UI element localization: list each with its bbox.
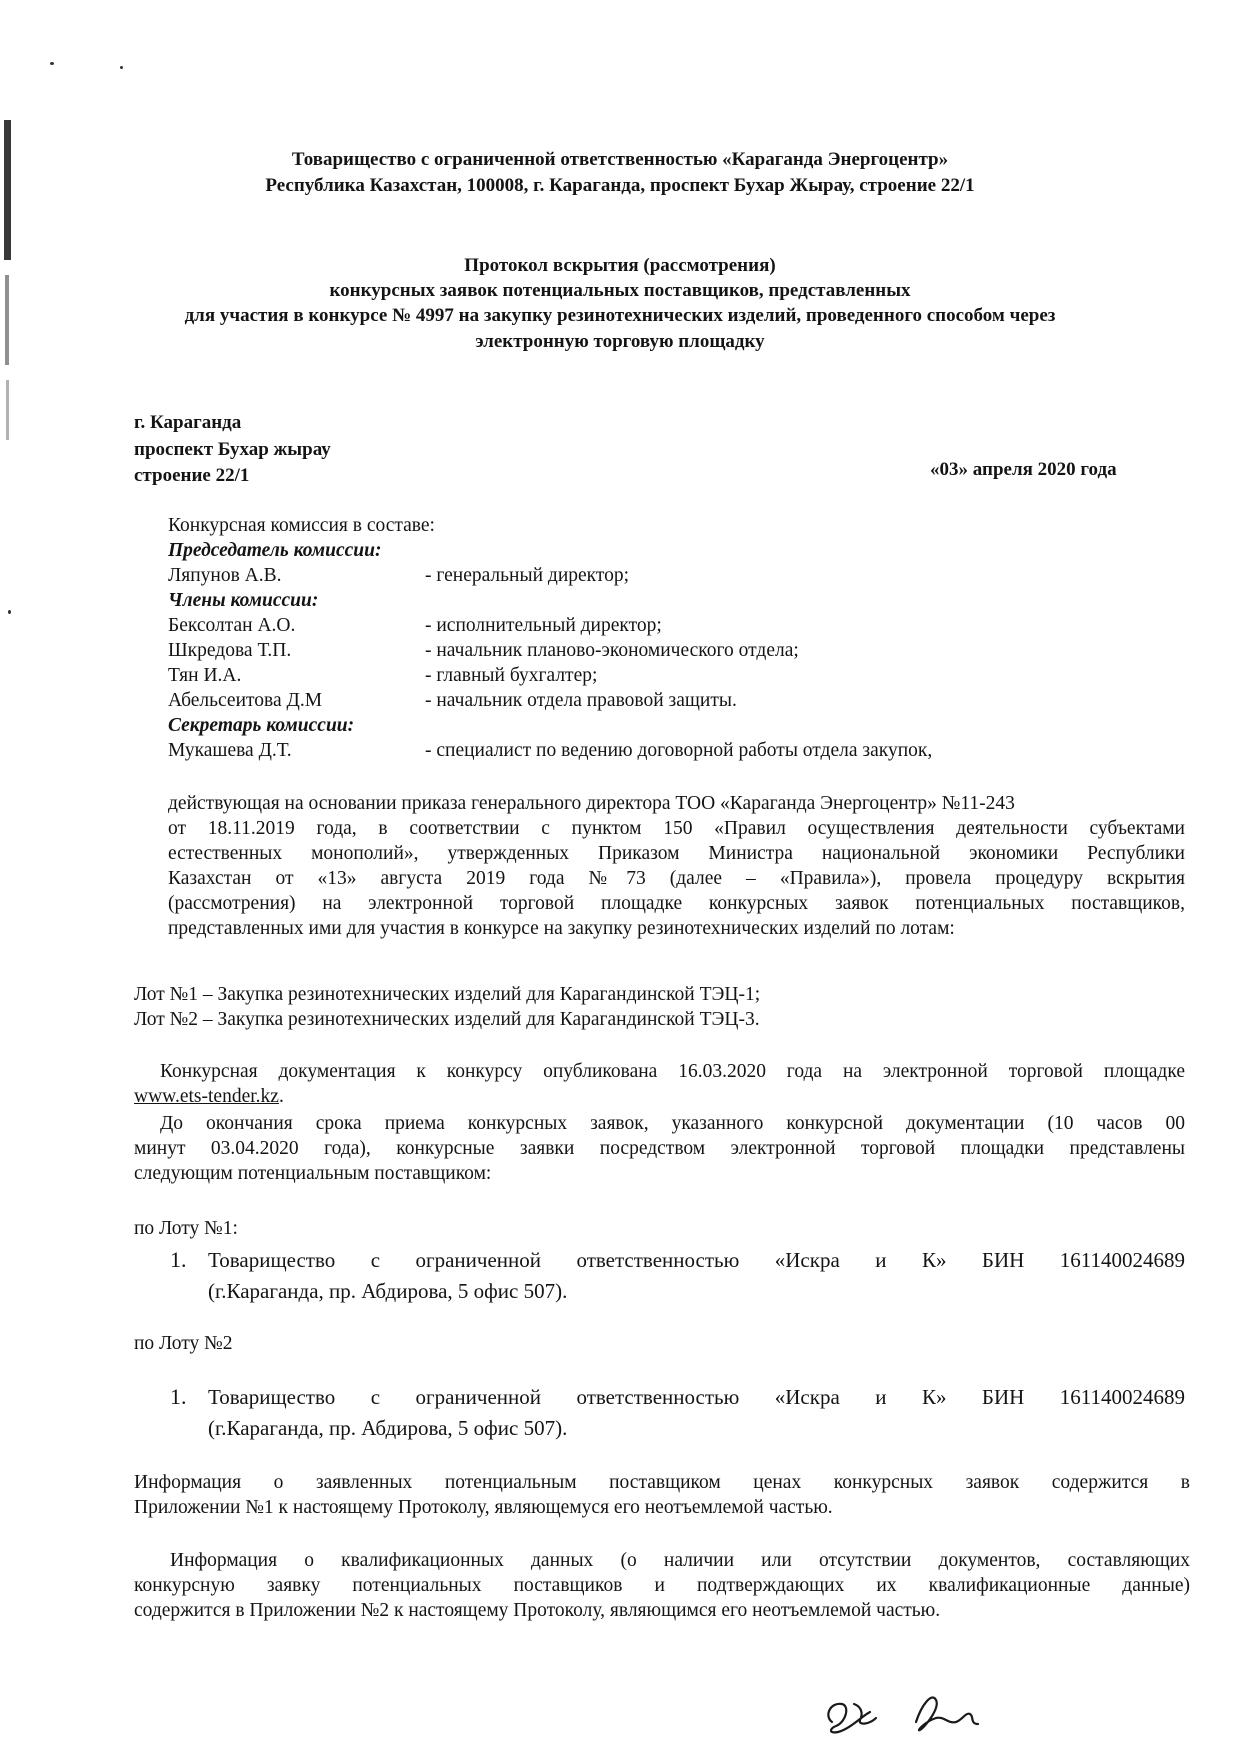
protocol-title-line-1: Протокол вскрытия (рассмотрения) (464, 255, 776, 276)
basis-line: от 18.11.2019 года, в соответствии с пунктом 150 «Правил осуществления деятельности субъектами (168, 818, 1185, 839)
deadline-line: следующим потенциальным поставщиком: (134, 1163, 492, 1184)
basis-line: действующая на основании приказа генерального директора ТОО «Караганда Энергоцентр» №11-243 (168, 793, 1015, 814)
chair-heading: Председатель комиссии: (168, 540, 382, 561)
members-heading: Члены комиссии: (168, 590, 319, 611)
lot1-bidder-address: (г.Караганда, пр. Абдирова, 5 офис 507). (208, 1279, 568, 1303)
protocol-title-line-3: для участия в конкурсе № 4997 на закупку резинотехнических изделий, проведенного способом через (184, 305, 1056, 326)
secretary-name: Мукашева Д.Т. (168, 740, 292, 761)
qualification-line: Информация о квалификационных данных (о наличии или отсутствии документов, составляющих (170, 1550, 1190, 1571)
protocol-date: «03» апреля 2020 года (930, 459, 1117, 480)
lot2-heading: по Лоту №2 (134, 1333, 233, 1354)
member-role: - начальник планово-экономического отдела; (425, 640, 799, 661)
deadline-line: минут 03.04.2020 года), конкурсные заявки посредством электронной торговой площадки представлены (134, 1138, 1185, 1159)
publication-tail: . (278, 1086, 284, 1107)
prices-line: Информация о заявленных потенциальным поставщиком ценах конкурсных заявок содержится в (134, 1472, 1190, 1493)
lot-line: Лот №1 – Закупка резинотехнических изделий для Карагандинской ТЭЦ-1; (134, 984, 761, 1005)
member-name: Шкредова Т.П. (168, 640, 292, 661)
scan-speck (8, 610, 11, 614)
scan-speck (50, 62, 54, 65)
qualification-line: содержится в Приложении №2 к настоящему Протоколу, являющимся его неотъемлемой частью. (134, 1600, 941, 1621)
commission-intro: Конкурсная комиссия в составе: (168, 515, 435, 536)
place-street: проспект Бухар жырау (134, 439, 331, 460)
basis-line: представленных ими для участия в конкурсе на закупку резинотехнических изделий по лотам: (168, 918, 955, 939)
scan-edge-mark (4, 120, 11, 260)
member-name: Бексолтан А.О. (168, 615, 296, 636)
scan-speck (120, 66, 123, 69)
basis-line: (рассмотрения) на электронной торговой площадке конкурсных заявок потенциальных поставщиков, (168, 893, 1185, 914)
lot2-bidder-address: (г.Караганда, пр. Абдирова, 5 офис 507). (208, 1416, 568, 1440)
company-name: Товарищество с ограниченной ответственностью «Караганда Энергоцентр» (291, 149, 949, 170)
scan-edge-mark (5, 275, 9, 365)
place-city: г. Караганда (134, 412, 242, 433)
prices-line: Приложении №1 к настоящему Протоколу, являющемуся его неотъемлемой частью. (134, 1497, 833, 1518)
member-role: - исполнительный директор; (425, 615, 662, 636)
chair-role: - генеральный директор; (425, 565, 630, 586)
place-building: строение 22/1 (134, 465, 250, 486)
lot2-bidder-line: Товарищество с ограниченной ответственностью «Искра и К» БИН 161140024689 (208, 1385, 1185, 1409)
company-address: Республика Казахстан, 100008, г. Караганда, проспект Бухар Жырау, строение 22/1 (265, 175, 975, 196)
basis-line: естественных монополий», утвержденных Приказом Министра национальной экономики Республики (168, 843, 1185, 864)
member-role: - главный бухгалтер; (425, 665, 598, 686)
tender-site-link[interactable]: www.ets-tender.kz (134, 1086, 279, 1107)
member-role: - начальник отдела правовой защиты. (425, 690, 737, 711)
lot-line: Лот №2 – Закупка резинотехнических изделий для Карагандинской ТЭЦ-3. (134, 1009, 760, 1030)
lot1-heading: по Лоту №1: (134, 1218, 238, 1239)
publication-link-line (134, 1085, 284, 1109)
publication-line: Конкурсная документация к конкурсу опубликована 16.03.2020 года на электронной торговой площадке (160, 1061, 1185, 1082)
qualification-line: конкурсную заявку потенциальных поставщиков и подтверждающих их квалификационные данные) (134, 1575, 1190, 1596)
protocol-title-line-2: конкурсных заявок потенциальных поставщиков, представленных (329, 280, 911, 301)
chair-name: Ляпунов А.В. (168, 565, 282, 586)
basis-line: Казахстан от «13» августа 2019 года №73 (далее – «Правила»), провела процедуру вскрытия (168, 868, 1185, 889)
lot2-item-number: 1. (170, 1384, 187, 1409)
member-name: Тян И.А. (168, 665, 242, 686)
lot1-bidder-line: Товарищество с ограниченной ответственностью «Искра и К» БИН 161140024689 (208, 1248, 1185, 1272)
protocol-title-line-4: электронную торговую площадку (475, 331, 765, 352)
lot1-item-number: 1. (170, 1247, 187, 1272)
scan-edge-mark (6, 380, 9, 440)
deadline-line: До окончания срока приема конкурсных заявок, указанного конкурсной документации (10 часов 00 (160, 1113, 1185, 1134)
signature-marks (820, 1682, 1020, 1742)
member-name: Абельсеитова Д.М (168, 690, 323, 711)
secretary-role: - специалист по ведению договорной работы отдела закупок, (425, 740, 933, 761)
secretary-heading: Секретарь комиссии: (168, 715, 355, 736)
